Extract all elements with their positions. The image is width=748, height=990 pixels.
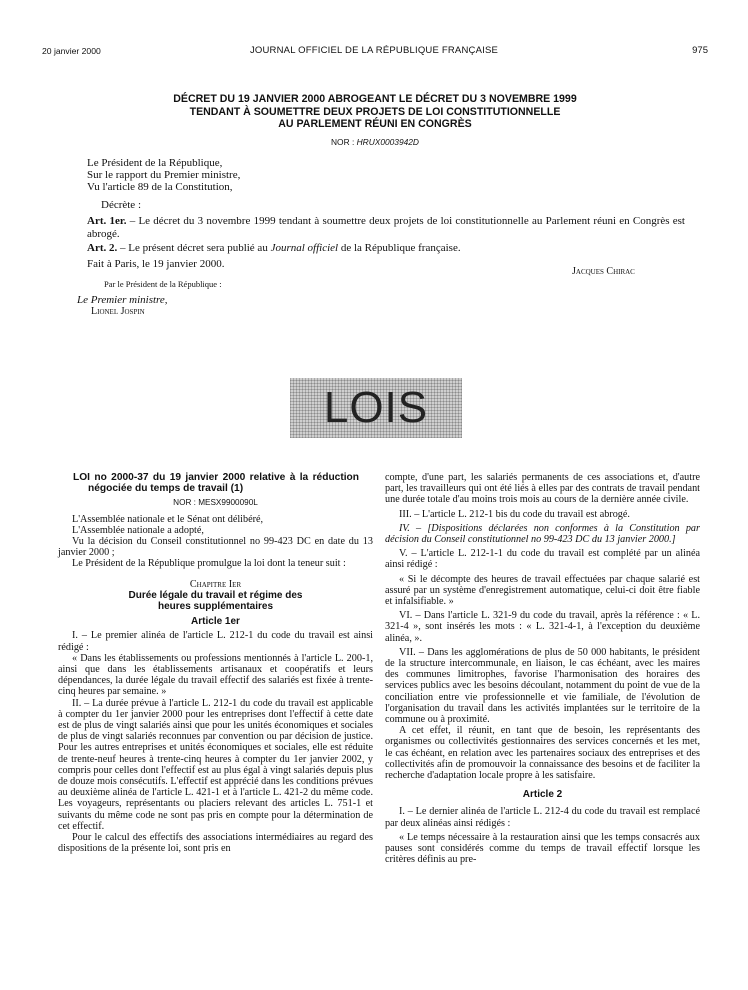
- chapter-label: Chapitre Ier: [189, 578, 242, 590]
- article-1-paragraph: Pour le calcul des effectifs des associations intermédiaires au regard des dispositions de la présente loi, sont pris en: [58, 832, 373, 855]
- law-intro-3: Vu la décision du Conseil constitutionnel no 99-423 DC en date du 13 janvier 2000 ;: [58, 536, 373, 559]
- article-2-paragraph: « Le temps nécessaire à la restauration ainsi que les temps consacrés aux pauses sont considérés comme du temps de travail effectif lorsque les critères définis au pre-: [385, 831, 700, 866]
- law-left-column: [58, 472, 373, 855]
- chapter-title: Durée légale du travail et régime des heures supplémentaires: [128, 589, 303, 613]
- law-right-column: [385, 472, 700, 866]
- article-1-paragraph: III. – L'article L. 212-1 bis du code du travail est abrogé.: [399, 508, 630, 520]
- decree-art2-post: de la République française.: [338, 242, 461, 254]
- decree-article-2: [87, 242, 685, 255]
- decree-nor: [110, 137, 640, 147]
- article-1-paragraph: « Si le décompte des heures de travail effectuées par chaque salarié est assuré par un système d'enregistrement automatique, celui-ci doit être fiable et infalsifiable. »: [385, 573, 700, 608]
- decree-fait: Fait à Paris, le 19 janvier 2000.: [87, 258, 225, 270]
- decree-preamble-3: Vu l'article 89 de la Constitution,: [87, 181, 233, 193]
- decree-nor-code: HRUX0003942D: [356, 137, 419, 147]
- signature: Jacques Chirac: [572, 266, 635, 277]
- decree-preamble-2: Sur le rapport du Premier ministre,: [87, 169, 241, 181]
- law-title: LOI no 2000-37 du 19 janvier 2000 relative à la réduction négociée du temps de travail (1): [73, 472, 359, 495]
- par-le-president: Par le Président de la République :: [104, 279, 222, 289]
- header-title: JOURNAL OFFICIEL DE LA RÉPUBLIQUE FRANÇAISE: [249, 45, 499, 56]
- article-1-paragraph: VII. – Dans les agglomérations de plus de 50 000 habitants, le président de la structure intercommunale, en liaison, le cas échéant, avec les maires des communes limitrophes, favorise l'harmonisation des horaires des services publics avec les besoins découlant, notamment du point de vue de la conciliation entre vie professionnelle et vie familiale, de l'évolution de l'organisation du travail dans les activités implantées sur le territoire de la commune ou à proximité.: [385, 646, 700, 726]
- premier-ministre: Le Premier ministre,: [77, 294, 168, 306]
- article-1-paragraph: II. – La durée prévue à l'article L. 212-1 du code du travail est applicable à compter du 1er janvier 2000 pour les entreprises dont l'effectif à cette date est de plus de vingt salariés ainsi que pour les unités économiques et sociales de plus de vingt salariés reconnues par convention ou par décision de justice. Pour les autres entreprises et unités économiques et sociales, elle est réduite de trente-neuf heures à trente-cinq heures à compter du 1er janvier 2002, y compris pour celles dont l'effectif est au plus égal à vingt salariés depuis plus de douze mois consécutifs. L'effectif est apprécié dans les conditions prévues au deuxième alinéa de l'article L. 421-1 et à l'article L. 421-2 du même code. Les voyageurs, représentants ou placiers relevant des articles L. 751-1 et suivants du même code ne sont pas pris en compte pour la détermination de cet effectif.: [58, 697, 373, 832]
- pm-name: Lionel Jospin: [91, 306, 145, 317]
- decree-nor-label: NOR :: [331, 137, 355, 147]
- article-2-heading: Article 2: [522, 789, 563, 801]
- header-date: 20 janvier 2000: [42, 46, 101, 56]
- law-intro-1: L'Assemblée nationale et le Sénat ont délibéré,: [72, 513, 264, 525]
- decree-title: [110, 93, 640, 131]
- article-1-heading: Article 1er: [191, 616, 240, 628]
- decree-art2-journal: Journal officiel: [270, 242, 339, 254]
- decree-article-1: [87, 215, 685, 240]
- article-1-paragraph: A cet effet, il réunit, en tant que de besoin, les représentants des organismes ou collectivités gestionnaires des services concernés et les met, le cas échéant, en relation avec les partenaires sociaux des entreprises et des collectivités afin de promouvoir la connaissance des besoins et de faciliter la recherche d'adaptation locale propre à les satisfaire.: [385, 725, 700, 782]
- article-1-paragraph: IV. – [Dispositions déclarées non conformes à la Constitution par décision du Conseil constitutionnel no 99-423 DC du 13 janvier 2000.]: [385, 522, 700, 546]
- decree-art2-pre: – Le présent décret sera publié au: [117, 242, 271, 254]
- article-1-paragraph: I. – Le premier alinéa de l'article L. 212-1 du code du travail est ainsi rédigé :: [58, 630, 373, 653]
- law-intro-4: Le Président de la République promulgue la loi dont la teneur suit :: [72, 558, 346, 570]
- article-1-paragraph: compte, d'une part, les salariés permanents de ces associations et, d'autre part, les travailleurs qui ont été liés à elles par des contrats de travail pendant une durée totale d'au moins trois mois au cours de la dernière année civile.: [385, 472, 700, 506]
- article-2-paragraph: I. – Le dernier alinéa de l'article L. 212-4 du code du travail est remplacé par deux alinéas ainsi rédigés :: [385, 806, 700, 829]
- decree-title-line: AU PARLEMENT RÉUNI EN CONGRÈS: [278, 118, 472, 131]
- law-nor: NOR : MESX9900090L: [173, 498, 258, 508]
- decree-art1-label: Art. 1er.: [87, 215, 127, 227]
- page-number: 975: [692, 45, 708, 56]
- decree-art1-text: – Le décret du 3 novembre 1999 tendant à soumettre deux projets de loi constitutionnelle au Parlement réuni en Congrès est abrogé.: [87, 215, 685, 240]
- decree-art2-label: Art. 2.: [87, 242, 118, 254]
- decree-title-line: DÉCRET DU 19 JANVIER 2000 ABROGEANT LE DÉCRET DU 3 NOVEMBRE 1999: [173, 93, 577, 105]
- law-intro-2: L'Assemblée nationale a adopté,: [72, 524, 204, 536]
- decree-decrete: Décrète :: [101, 199, 141, 211]
- article-1-paragraph: VI. – Dans l'article L. 321-9 du code du travail, après la référence : « L. 321-4 », sont insérés les mots : « L. 321-4-1, à l'exception du deuxième alinéa, ».: [385, 610, 700, 644]
- section-banner: LOIS: [323, 383, 429, 432]
- decree-title-line: TENDANT À SOUMETTRE DEUX PROJETS DE LOI CONSTITUTIONNELLE: [189, 105, 561, 118]
- article-1-paragraph: « Dans les établissements ou professions mentionnés à l'article L. 200-1, ainsi que dans les établissements artisanaux et coopératifs et leurs dépendances, la durée légale du travail effectif des salariés est fixée à trente-cinq heures par semaine. »: [58, 652, 373, 698]
- article-1-paragraph: V. – L'article L. 212-1-1 du code du travail est complété par un alinéa ainsi rédigé :: [385, 548, 700, 571]
- decree-preamble-1: Le Président de la République,: [87, 157, 223, 169]
